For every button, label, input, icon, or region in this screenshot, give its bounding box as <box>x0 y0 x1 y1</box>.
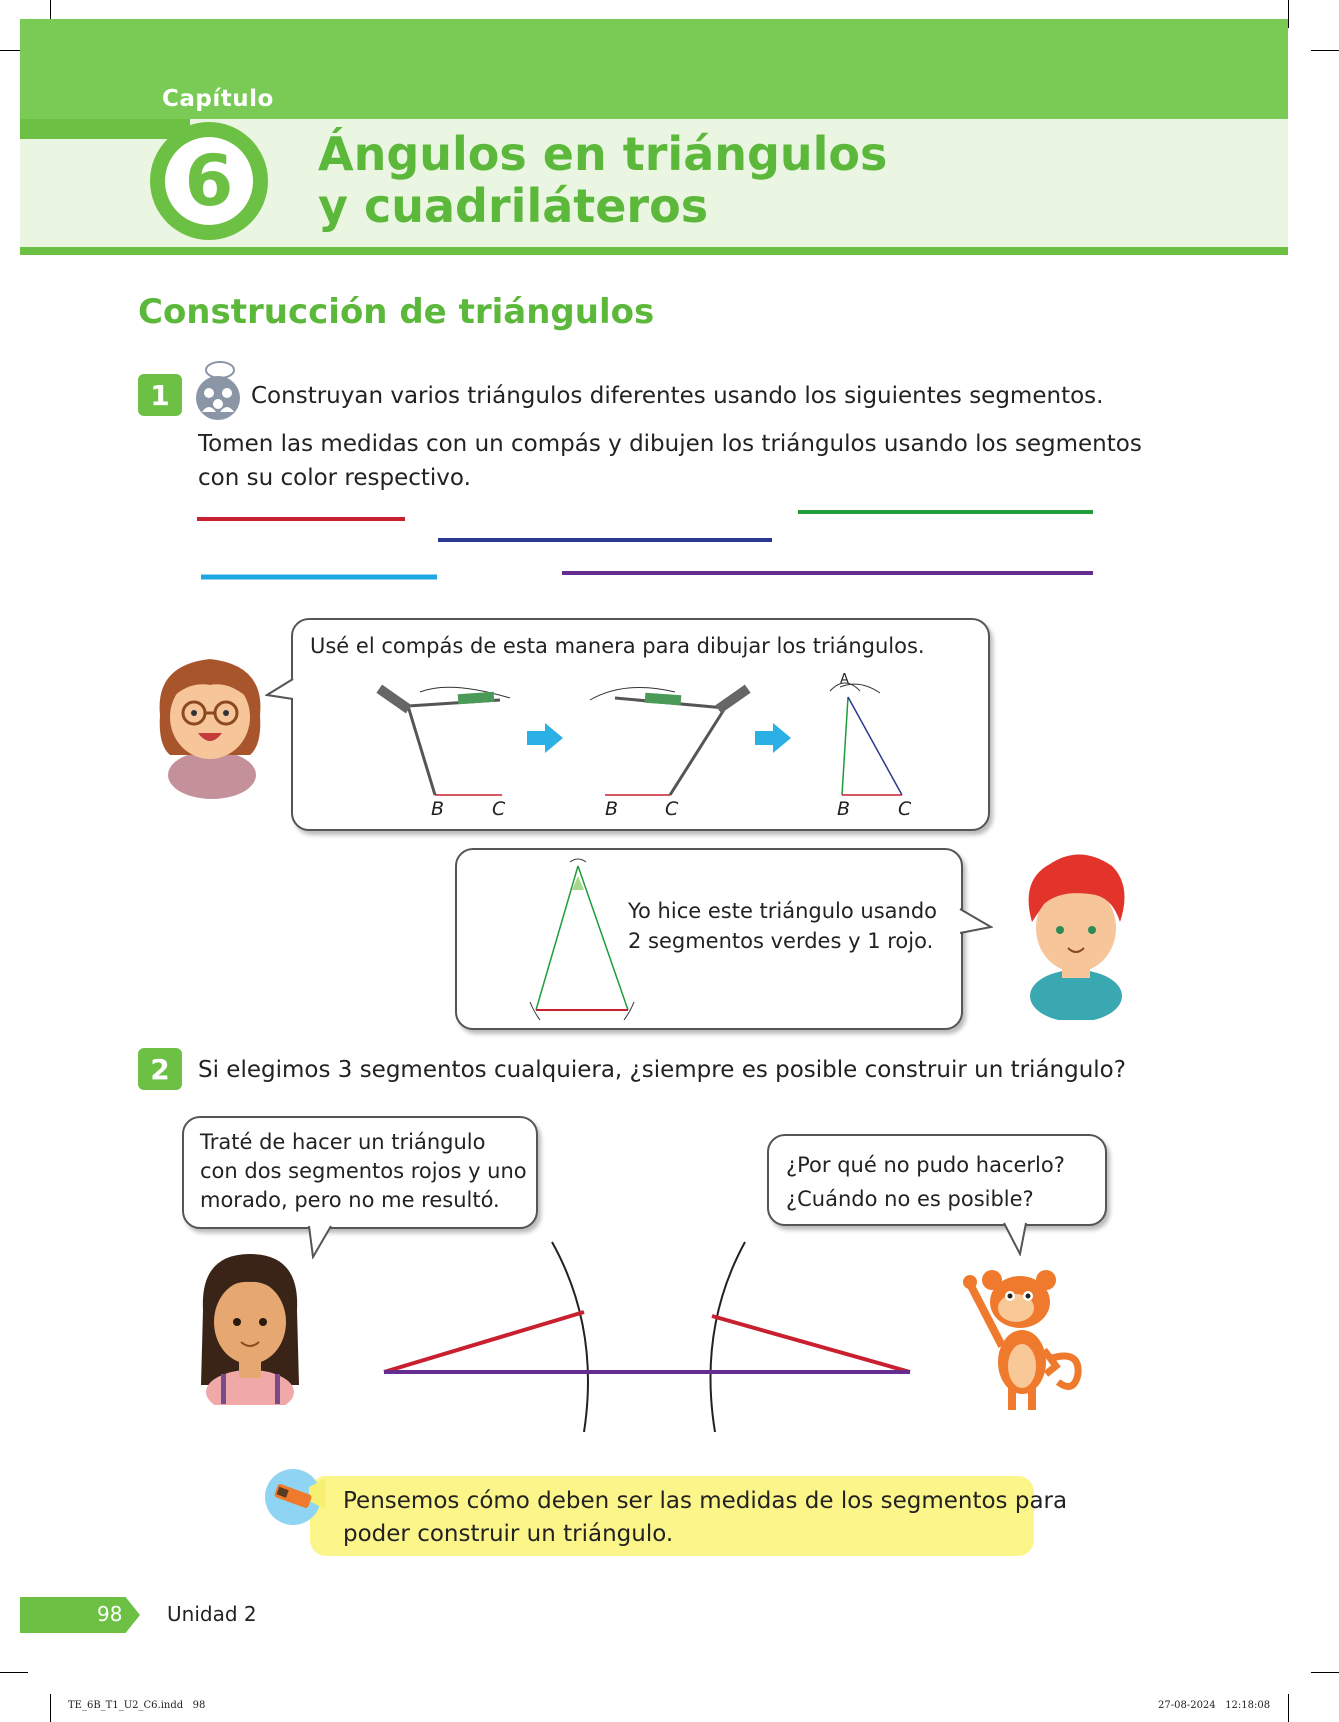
page-number: 98 <box>97 1602 123 1626</box>
print-timestamp: 27-08-2024 12:18:08 <box>1158 1700 1271 1711</box>
bubble-tail <box>958 905 993 945</box>
point-a-label: A <box>840 672 849 687</box>
crop-mark <box>1311 1672 1339 1673</box>
compass-bubble-text: Usé el compás de esta manera para dibujar los triángulos. <box>310 634 925 658</box>
girl-bubble-line3: morado, pero no me resultó. <box>200 1188 500 1212</box>
activity-number-1: 1 <box>138 374 182 416</box>
triangle-bubble-line2: 2 segmentos verdes y 1 rojo. <box>628 929 934 953</box>
boy-red-hair-avatar <box>1020 850 1130 1024</box>
monkey-bubble-line2: ¿Cuándo no es posible? <box>786 1187 1034 1211</box>
girl-bubble-text <box>200 1128 527 1215</box>
monkey-character <box>950 1262 1090 1416</box>
arrow-right-icon <box>527 723 563 753</box>
chapter-title-line2: y cuadriláteros <box>318 179 709 233</box>
file-slug: TE_6B_T1_U2_C6.indd 98 <box>68 1700 206 1711</box>
bubble-tail <box>265 675 295 715</box>
compass-step-2 <box>585 680 765 820</box>
chapter-label: Capítulo <box>162 86 274 112</box>
flashlight-icon <box>263 1461 333 1535</box>
crop-mark <box>0 1672 28 1673</box>
bubble-tail <box>1000 1221 1030 1256</box>
activity1-instruction-line2: Tomen las medidas con un compás y dibujen los triángulos usando los segmentos <box>198 431 1142 457</box>
point-c-label: C <box>492 798 506 820</box>
girl-glasses-avatar <box>150 645 270 804</box>
activity1-instruction: Construyan varios triángulos diferentes usando los siguientes segmentos. <box>251 383 1104 409</box>
arrow-right-icon <box>755 723 791 753</box>
point-b-label: B <box>837 798 851 820</box>
bubble-tail <box>305 1224 335 1259</box>
segments-figure <box>0 0 1339 600</box>
monkey-bubble-line1: ¿Por qué no pudo hacerlo? <box>786 1153 1065 1177</box>
point-b-label: B <box>605 798 619 820</box>
girl-bubble-line1: Traté de hacer un triángulo <box>200 1130 486 1154</box>
hint-text <box>343 1485 1067 1551</box>
triangle-bubble-line1: Yo hice este triángulo usando <box>628 899 938 923</box>
hint-line1: Pensemos cómo deben ser las medidas de los segmentos para <box>343 1488 1068 1514</box>
activity-number-2: 2 <box>138 1048 182 1090</box>
point-c-label: C <box>665 798 679 820</box>
monkey-bubble-text <box>786 1148 1065 1216</box>
girl-bubble-line2: con dos segmentos rojos y uno <box>200 1159 527 1183</box>
compass-step-3 <box>810 665 920 820</box>
triangle-bubble-text <box>628 896 937 956</box>
activity2-question: Si elegimos 3 segmentos cualquiera, ¿siempre es posible construir un triángulo? <box>198 1057 1126 1083</box>
crop-mark <box>1288 1694 1289 1722</box>
crop-mark <box>50 1694 51 1722</box>
chapter-number: 6 <box>165 137 253 225</box>
compass-step-1 <box>370 680 520 820</box>
section-title: Construcción de triángulos <box>138 292 655 332</box>
hint-line2: poder construir un triángulo. <box>343 1521 674 1547</box>
activity1-instruction-line3: con su color respectivo. <box>198 465 471 491</box>
unit-label: Unidad 2 <box>167 1602 257 1626</box>
point-c-label: C <box>898 798 912 820</box>
girl-dark-hair-avatar <box>195 1250 305 1409</box>
point-b-label: B <box>431 798 445 820</box>
failed-triangle-figure <box>370 1240 920 1435</box>
chapter-title-line1: Ángulos en triángulos <box>318 127 888 181</box>
